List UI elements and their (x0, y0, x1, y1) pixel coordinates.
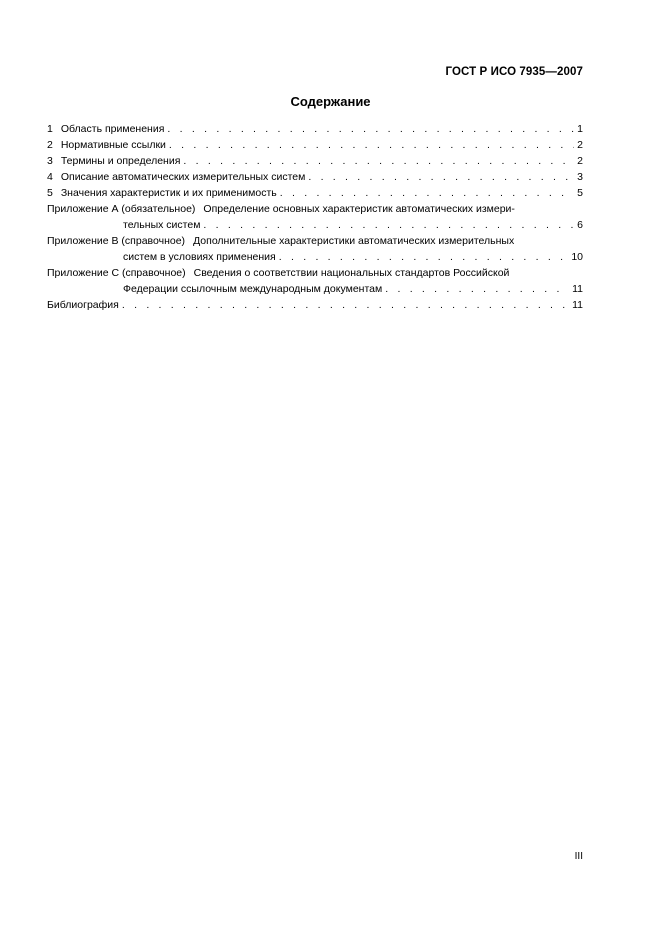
appendix-label: Приложение В (справочное) (47, 235, 186, 247)
toc-entry[interactable] (47, 137, 583, 153)
appendix-label: Приложение С (справочное) (47, 267, 186, 279)
toc-entry-page: 1 (577, 123, 583, 135)
dot-leader (279, 249, 569, 265)
dot-leader (280, 185, 574, 201)
toc-entry[interactable] (47, 153, 583, 169)
dot-leader (308, 169, 574, 185)
toc-appendix-entry[interactable] (47, 233, 583, 265)
appendix-title-line2: Федерации ссылочным международным документам (123, 283, 383, 295)
appendix-title-line2: систем в условиях применения (123, 251, 276, 263)
toc-entry-page: 3 (577, 171, 583, 183)
page-number: III (574, 851, 583, 862)
dot-leader (122, 297, 569, 313)
dot-leader (167, 121, 574, 137)
toc-entry-number: 4 (47, 171, 53, 183)
toc-entry[interactable] (47, 169, 583, 185)
toc-entry-page: 11 (572, 283, 583, 295)
toc-appendix-entry[interactable] (47, 201, 583, 233)
appendix-title-line2: тельных систем (123, 219, 201, 231)
dot-leader (203, 217, 574, 233)
toc-appendix-entry[interactable] (47, 265, 583, 297)
toc-entry-page: 5 (577, 187, 583, 199)
toc-bibliography-entry[interactable] (47, 297, 583, 313)
dot-leader (183, 153, 574, 169)
toc-entry-title: Термины и определения (60, 155, 181, 167)
toc-entry-title: Нормативные ссылки (60, 139, 166, 151)
toc-entry-page: 6 (577, 219, 583, 231)
appendix-label: Приложение А (обязательное) (47, 203, 196, 215)
toc-entry-page: 2 (577, 139, 583, 151)
dot-leader (169, 137, 574, 153)
toc-entry[interactable] (47, 121, 583, 137)
toc-entry-number: 3 (47, 155, 53, 167)
toc-entry-number: 5 (47, 187, 53, 199)
table-of-contents (47, 121, 583, 313)
bibliography-title: Библиография (47, 299, 119, 311)
toc-entry[interactable] (47, 185, 583, 201)
document-code-header: ГОСТ Р ИСО 7935—2007 (445, 66, 583, 78)
appendix-title-line1: Сведения о соответствии национальных стандартов Российской (193, 267, 510, 279)
appendix-title-line1: Определение основных характеристик автоматических измери- (203, 203, 515, 215)
toc-entry-title: Описание автоматических измерительных систем (60, 171, 306, 183)
toc-entry-title: Область применения (60, 123, 165, 135)
page-title: Содержание (290, 94, 371, 109)
toc-entry-title: Значения характеристик и их применимость (60, 187, 277, 199)
appendix-title-line1: Дополнительные характеристики автоматических измерительных (193, 235, 515, 247)
dot-leader (385, 281, 569, 297)
toc-entry-page: 2 (577, 155, 583, 167)
toc-entry-page: 10 (571, 251, 583, 263)
toc-entry-page: 11 (572, 299, 583, 311)
toc-entry-number: 2 (47, 139, 53, 151)
toc-entry-number: 1 (47, 123, 53, 135)
